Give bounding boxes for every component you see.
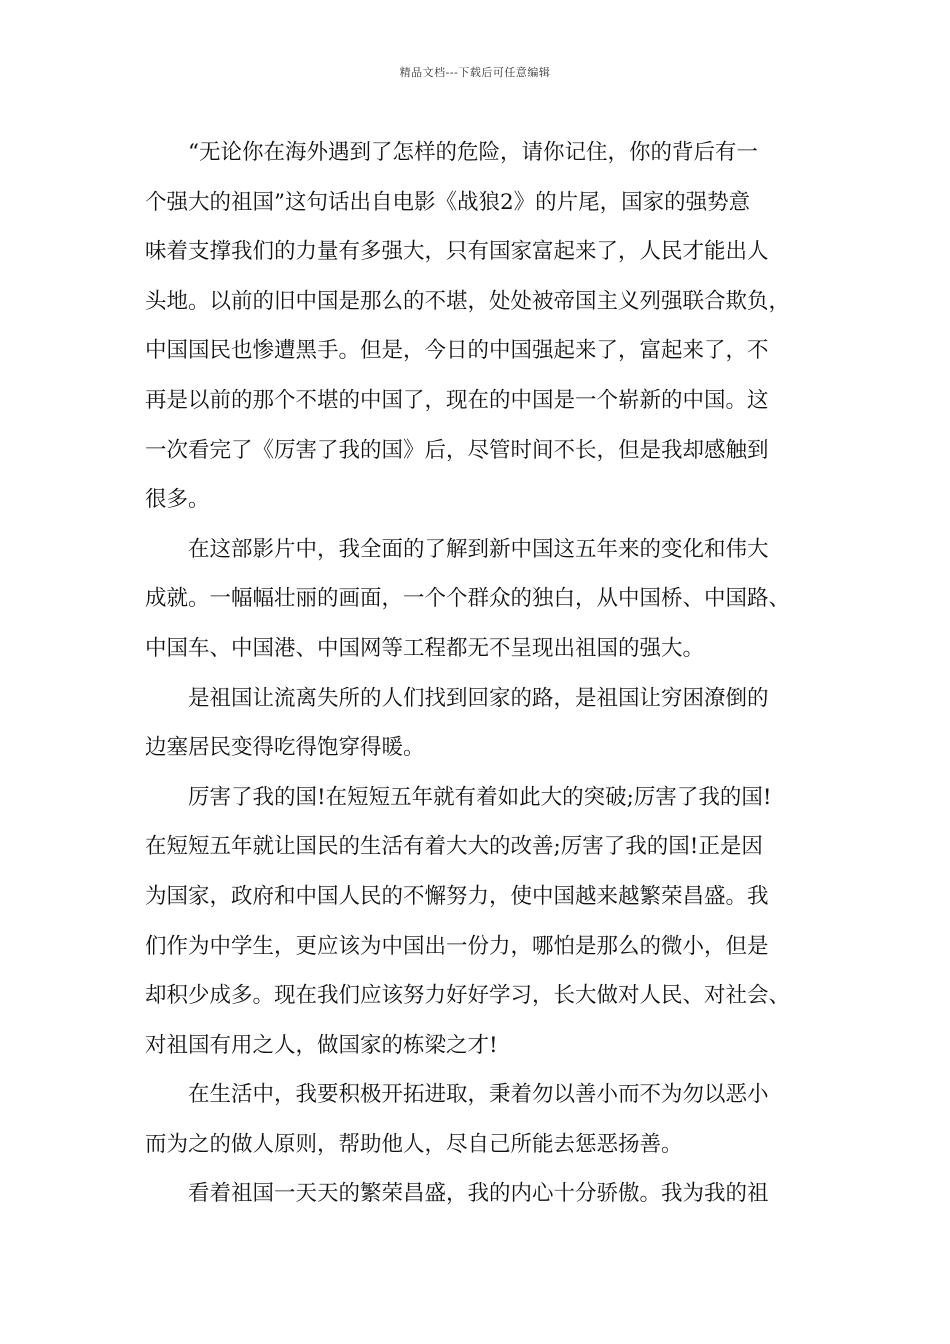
page-header: 精品文档---下载后可任意编辑 (399, 66, 551, 79)
text-line: 个强大的祖国”这句话出自电影《战狼2》的片尾，国家的强势意 (145, 189, 751, 215)
text-line: 边塞居民变得吃得饱穿得暖。 (145, 735, 425, 761)
text-line: “无论你在海外遇到了怎样的危险，请你记住，你的背后有一 (188, 140, 758, 165)
text-line: 再是以前的那个不堪的中国了，现在的中国是一个崭新的中国。这 (145, 387, 769, 413)
text-line: 成就。一幅幅壮丽的画面，一个个群众的独白，从中国桥、中国路、 (145, 586, 791, 612)
text-line: 味着支撑我们的力量有多强大，只有国家富起来了，人民才能出人 (145, 239, 769, 265)
text-line: 很多。 (145, 487, 210, 513)
text-line: 而为之的做人原则，帮助他人，尽自己所能去惩恶扬善。 (145, 1131, 683, 1157)
text-line: 中国国民也惨遭黑手。但是，今日的中国强起来了，富起来了，不 (145, 338, 769, 364)
text-line: 看着祖国一天天的繁荣昌盛，我的内心十分骄傲。我为我的祖 (188, 1181, 769, 1207)
text-line: 中国车、中国港、中国网等工程都无不呈现出祖国的强大。 (145, 635, 705, 661)
text-line: 在短短五年就让国民的生活有着大大的改善;厉害了我的国!正是因 (145, 834, 763, 860)
document-body (145, 128, 825, 1219)
text-line: 一次看完了《厉害了我的国》后，尽管时间不长，但是我却感触到 (145, 437, 769, 463)
text-line: 们作为中学生，更应该为中国出一份力，哪怕是那么的微小，但是 (145, 933, 769, 959)
text-line: 厉害了我的国!在短短五年就有着如此大的突破;厉害了我的国! (188, 784, 772, 810)
text-line: 为国家，政府和中国人民的不懈努力，使中国越来越繁荣昌盛。我 (145, 883, 769, 909)
text-line: 在生活中，我要积极开拓进取，秉着勿以善小而不为勿以恶小 (188, 1082, 769, 1108)
text-line: 头地。以前的旧中国是那么的不堪，处处被帝国主义列强联合欺负， (145, 288, 791, 314)
text-line: 对祖国有用之人，做国家的栋梁之才! (145, 1032, 498, 1058)
text-line: 是祖国让流离失所的人们找到回家的路，是祖国让穷困潦倒的 (188, 685, 769, 711)
text-line: 却积少成多。现在我们应该努力好好学习，长大做对人民、对社会、 (145, 983, 791, 1009)
text-line: 在这部影片中，我全面的了解到新中国这五年来的变化和伟大 (188, 536, 769, 562)
